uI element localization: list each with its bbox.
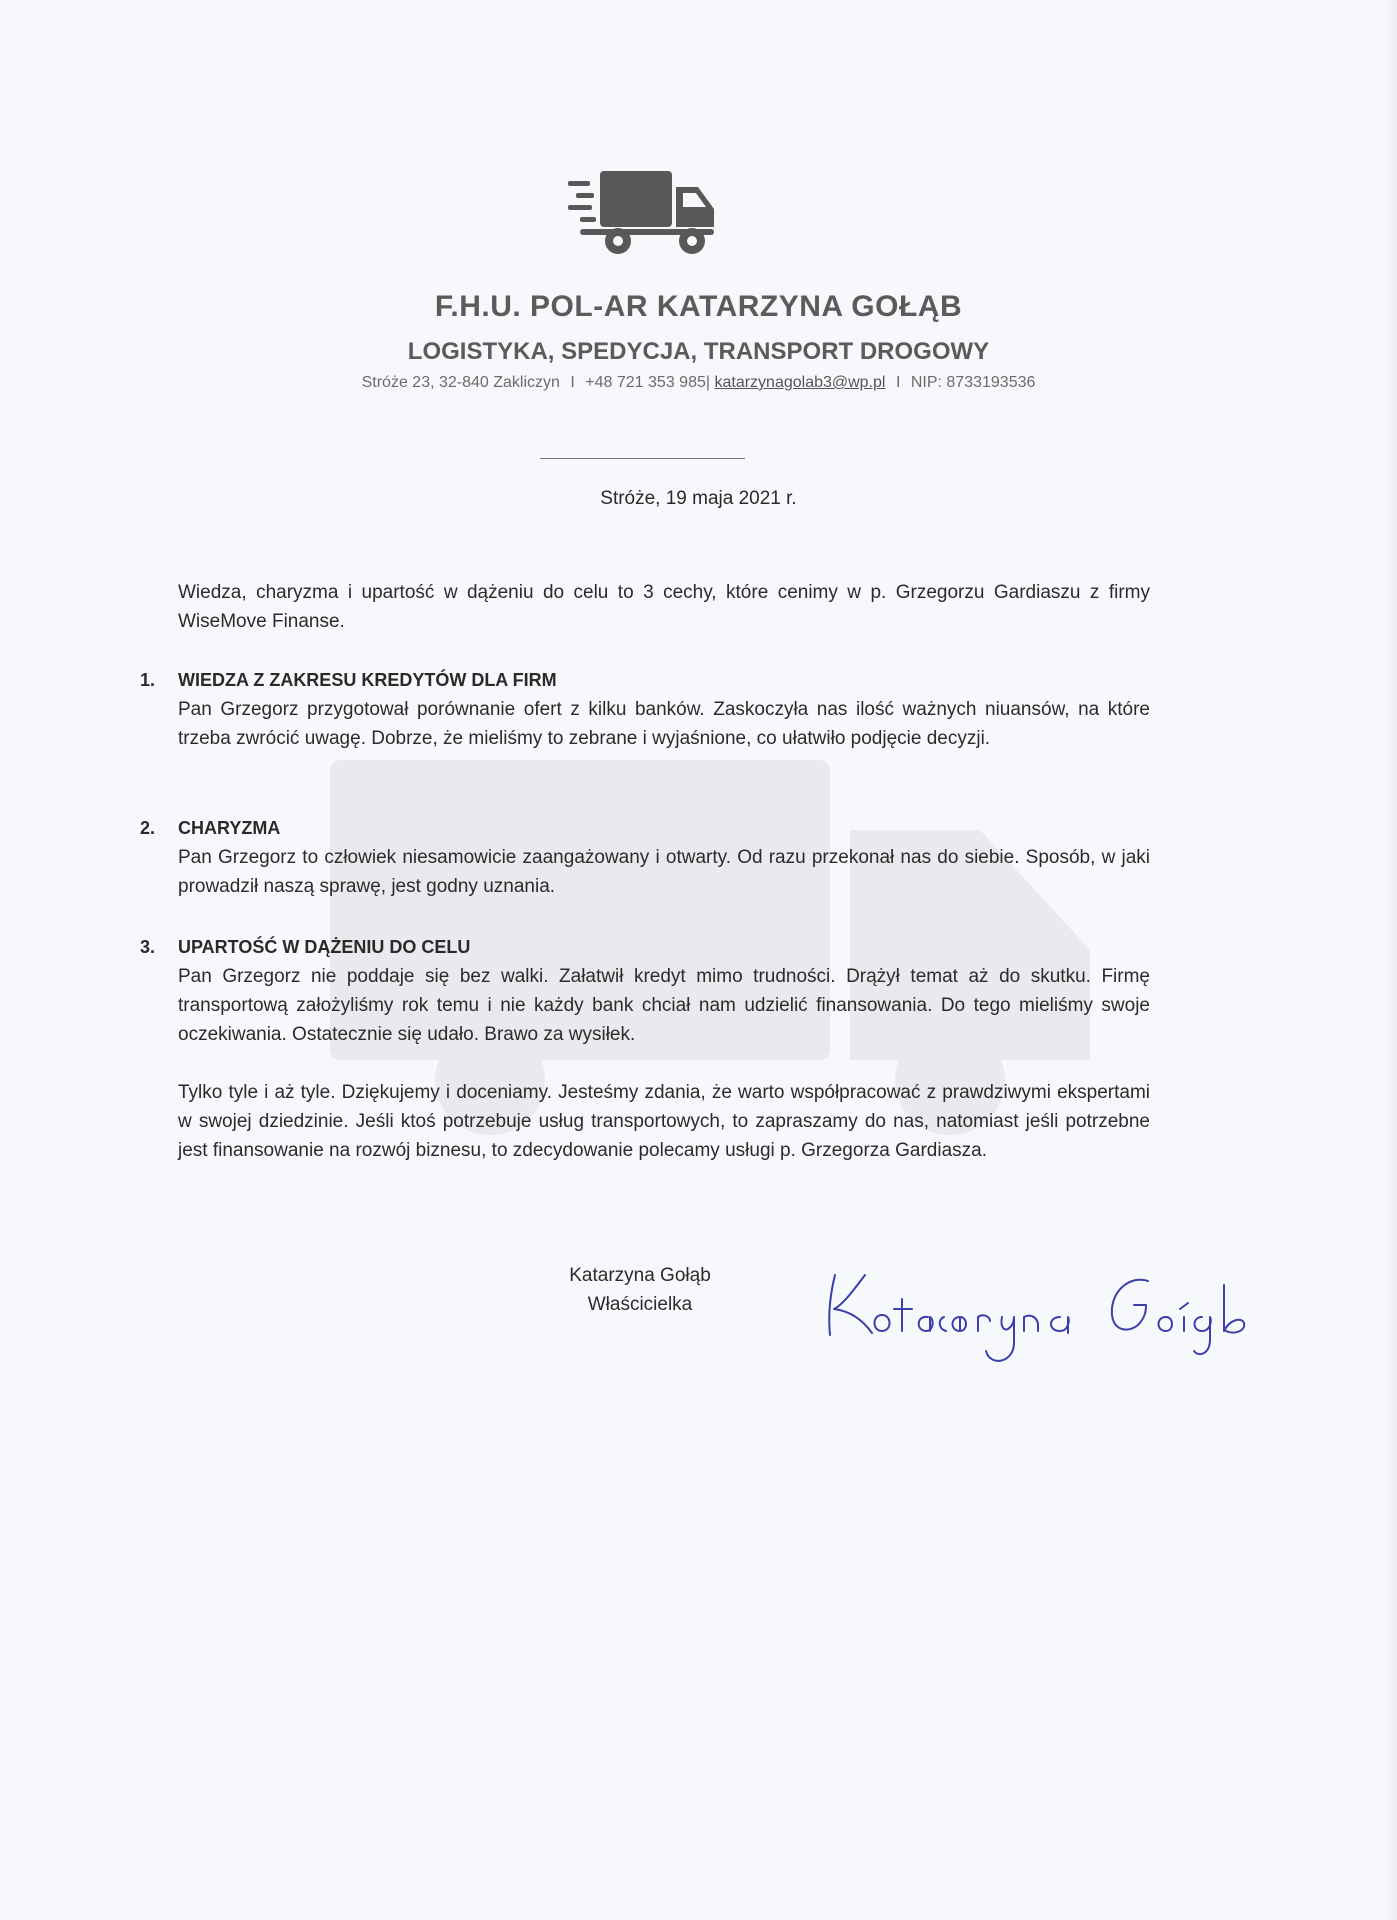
date-line: Stróże, 19 maja 2021 r. [600, 488, 797, 509]
point-text: Pan Grzegorz to człowiek niesamowicie zaangażowany i otwarty. Od razu przekonał nas do siebie. Sposób, w jaki prowadził naszą sprawę, jest godny uznania. [178, 847, 1150, 897]
phone: +48 721 353 985| [585, 374, 711, 391]
point-number: 2. [140, 818, 156, 838]
handwritten-signature [810, 1235, 1270, 1365]
company-name: F.H.U. POL-AR KATARZYNA GOŁĄB [434, 290, 963, 323]
point-text: Pan Grzegorz nie poddaje się bez walki. Załatwił kredyt mimo trudności. Drążył temat aż do skutku. Firmę transportową założyliśmy rok temu i nie każdy bank chciał nam udzielić finansowania. Do tego mieliśmy swoje oczekiwania. Ostatecznie się udało. Brawo za wysiłek. [178, 966, 1150, 1045]
point-number: 1. [140, 670, 156, 690]
point-number: 3. [140, 937, 156, 957]
divider [540, 458, 745, 459]
signatory-role: Właścicielka [587, 1294, 693, 1315]
point-heading: UPARTOŚĆ W DĄŻENIU DO CELU [178, 937, 471, 957]
point-heading: WIEDZA Z ZAKRESU KREDYTÓW DLA FIRM [178, 670, 557, 690]
nip: NIP: 8733193536 [910, 374, 1036, 391]
separator: I [895, 374, 901, 391]
contact-line [0, 374, 1397, 392]
address: Stróże 23, 32-840 Zakliczyn [361, 374, 560, 391]
company-tagline: LOGISTYKA, SPEDYCJA, TRANSPORT DROGOWY [407, 338, 990, 365]
closing-paragraph: Tylko tyle i aż tyle. Dziękujemy i doceniamy. Jesteśmy zdania, że warto współpracować z prawdziwymi ekspertami w swojej dziedzinie. Jeśli ktoś potrzebuje usług transportowych, to zapraszamy do nas, natomiast jeśli potrzebne jest finansowanie na rozwój biznesu, to zdecydowanie polecamy usługi p. Grzegorza Gardiasza. [178, 1082, 1150, 1161]
signatory-block [520, 1261, 760, 1319]
signatory-name: Katarzyna Gołąb [569, 1265, 711, 1286]
separator: I [570, 374, 575, 391]
truck-watermark-icon [330, 720, 1110, 1140]
point-text: Pan Grzegorz przygotował porównanie ofert z kilku banków. Zaskoczyła nas ilość ważnych niuansów, na które trzeba zwrócić uwagę. Dobrze, że mieliśmy to zebrane i wyjaśnione, co ułatwiło podjęcie decyzji. [178, 699, 1150, 749]
email-link[interactable]: katarzynagolab3@wp.pl [714, 374, 886, 391]
intro-paragraph: Wiedza, charyzma i upartość w dążeniu do celu to 3 cechy, które cenimy w p. Grzegorzu Gardiaszu z firmy WiseMove Finanse. [178, 582, 1150, 632]
point-heading: CHARYZMA [178, 818, 281, 838]
delivery-truck-icon [568, 167, 718, 257]
